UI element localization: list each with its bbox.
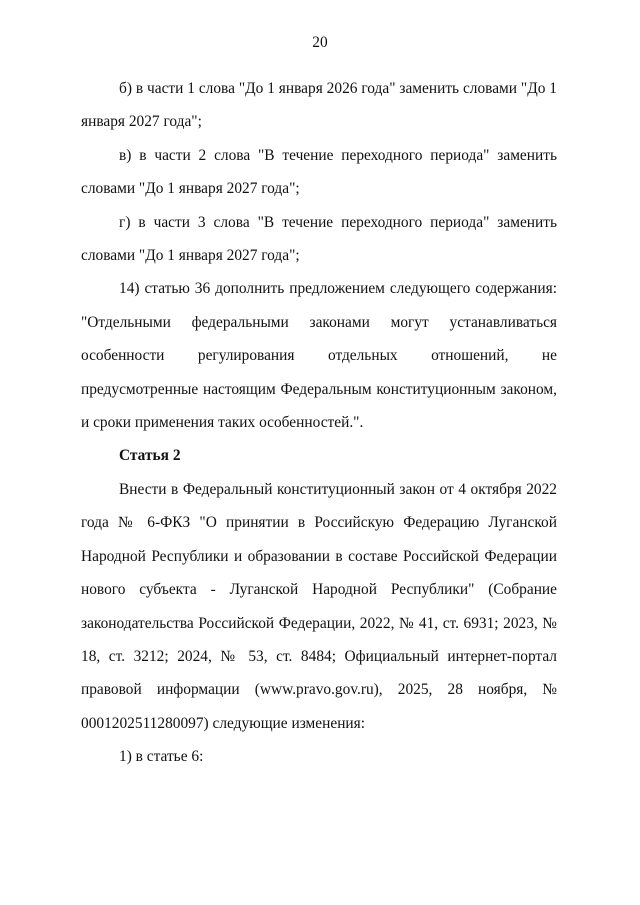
article-heading: Статья 2 [119, 447, 181, 465]
page-number: 20 [312, 34, 328, 51]
paragraph-item-14: 14) статью 36 дополнить предложением следующего содержания: "Отдельными федеральными законами могут устанавливаться особенности регулирования отдельных отношений, не предусмотренные настоящим Федеральным конституционным законом, и сроки применения таких особенностей.". [81, 280, 557, 432]
document-body [81, 72, 557, 774]
paragraph-amendment-v: в) в части 2 слова "В течение переходного периода" заменить словами "До 1 января 2027 года"; [81, 146, 557, 198]
paragraph-article-2-intro: Внести в Федеральный конституционный закон от 4 октября 2022 года № 6-ФКЗ "О принятии в Российскую Федерацию Луганской Народной Республики и образовании в составе Российской Федерации нового субъекта - Луганской Народной Республики" (Собрание законодательства Российской Федерации, 2022, № 41, ст. 6931; 2023, № 18, ст. 3212; 2024, № 53, ст. 8484; Официальный интернет-портал правовой информации (www.pravo.gov.ru), 2025, 28 ноября, № 0001202511280097) следующие изменения: [81, 480, 557, 732]
paragraph-amendment-g: г) в части 3 слова "В течение переходного периода" заменить словами "До 1 января 2027 года"; [81, 213, 557, 265]
paragraph-item-1: 1) в статье 6: [119, 748, 204, 766]
paragraph-amendment-b: б) в части 1 слова "До 1 января 2026 года" заменить словами "До 1 января 2027 года"; [81, 80, 557, 131]
